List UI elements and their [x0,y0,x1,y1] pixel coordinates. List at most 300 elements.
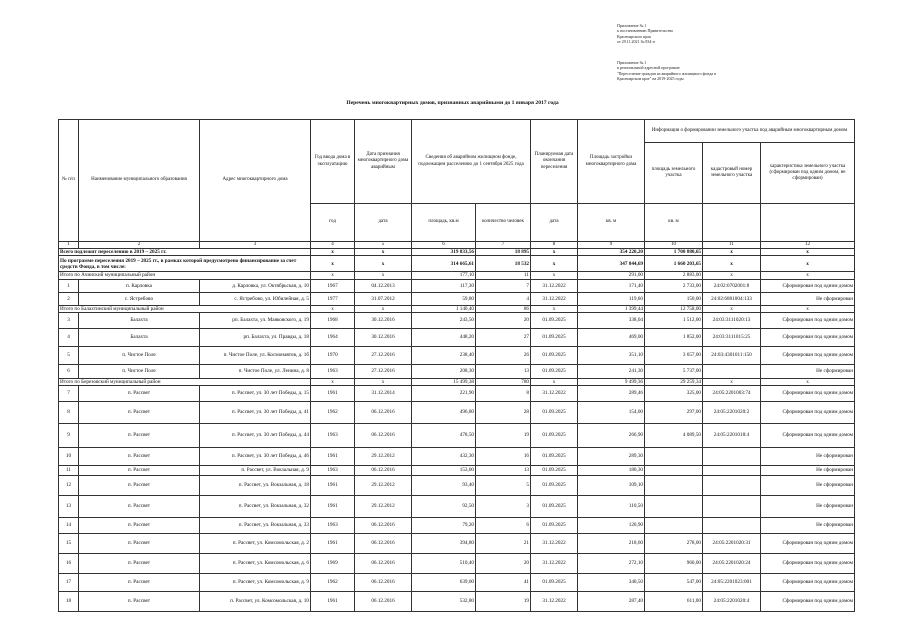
district-total-value: х [703,378,761,385]
annex-line: Красноярском крае" на 2019-2025 годы [617,76,684,82]
table-cell: п. Рассвет, ул. Вокзальная, д. 9 [200,466,311,476]
column-number: 1 [59,242,79,249]
table-row [59,386,855,402]
table-cell: Не сформирован [761,466,855,476]
table-cell: 13 [476,364,531,378]
table-cell [703,476,761,496]
district-total-label: Итого по Березовский муниципальный район [59,378,311,385]
table-cell: 1961 [311,386,355,402]
column-number: 9 [578,242,645,249]
header-num: № п/п [59,120,79,242]
column-number: 5 [355,242,412,249]
district-total-value: х [761,272,855,279]
table-row [59,574,855,592]
total-label: Всего подлежит переселению в 2019 – 2025 гг. [59,249,311,256]
total-value: х [703,249,761,256]
table-cell: 338,04 [578,312,645,328]
district-total-value: 11 [476,272,531,279]
table-cell: с. Ястребово, ул. Юбилейная, д. 5 [200,292,311,305]
total-value: х [355,256,412,272]
table-row [59,364,855,378]
table-cell: 8 [59,402,79,424]
table-cell: 11 [59,466,79,476]
table-cell: 496,80 [412,402,476,424]
subheader-cell: кв. м [645,204,703,242]
table-cell: 287,40 [578,592,645,612]
table-cell: 1962 [311,402,355,424]
subheader-cell [703,204,761,242]
table-cell: 26 [476,346,531,364]
annex-line: от 29.11.2021 № 834-п [617,39,655,45]
table-cell: Сформирован под одним домом [761,534,855,554]
table-row [59,402,855,424]
total-value: х [531,249,578,256]
table-cell: 06.12.2016 [355,402,412,424]
total-value: х [761,249,855,256]
table-cell: 5 [59,346,79,364]
table-cell: д. Карловка, ул. Октябрьская, д. 10 [200,279,311,292]
table-cell: 394,80 [412,534,476,554]
table-cell: Не сформирован [761,518,855,534]
table-cell: 24:03:3111020:13 [703,312,761,328]
subheader-cell: год [311,204,355,242]
table-cell: 29.12.2012 [355,476,412,496]
table-cell: 14 [59,518,79,534]
table-cell: 119,60 [578,292,645,305]
table-cell: с. Ястребово [79,292,200,305]
table-cell: 289,30 [578,448,645,466]
annex-note-government-decree [617,23,673,45]
table-cell [703,364,761,378]
table-cell: 243,50 [412,312,476,328]
subheader-cell: дата [531,204,578,242]
column-number: 8 [531,242,578,249]
table-cell: 31.12.2022 [531,279,578,292]
district-total-row [59,272,855,279]
table-cell: 01.09.2025 [531,328,578,346]
annex-line: Красноярского края [617,33,651,39]
table-cell: п. Рассвет [79,476,200,496]
table-cell: 1 512,00 [645,312,703,328]
table-cell: 20 [476,312,531,328]
table-cell: 5 737,00 [645,364,703,378]
header-land-info: Информация о формировании земельного участка под аварийным многоквартирным домом [645,120,855,143]
subheader-cell: кв. м [578,204,645,242]
annex-line: Приложение № 1 [617,60,647,65]
table-cell: п. Рассвет [79,554,200,574]
table-cell: 13 [476,466,531,476]
table-cell: 01.09.2025 [531,364,578,378]
table-cell: 01.09.2025 [531,402,578,424]
total-value: 347 844,69 [578,256,645,272]
table-cell: 110,50 [578,496,645,518]
table-cell: п. Рассвет [79,402,200,424]
table-cell: 31.12.2022 [531,554,578,574]
table-cell: 241,30 [578,364,645,378]
table-cell: Сформирован под одним домом [761,402,855,424]
table-header [59,120,855,242]
table-cell: 16 [59,554,79,574]
table-cell: 21 [476,534,531,554]
table-cell: 221,90 [412,386,476,402]
table-cell: 1961 [311,496,355,518]
table-cell: 24:05:2201020:24 [703,554,761,574]
table-cell: 532,80 [412,592,476,612]
table-cell: 24:03:4301011:150 [703,346,761,364]
table-cell: п. Рассвет, ул. Вокзальная, д. 33 [200,518,311,534]
table-cell: 06.12.2016 [355,574,412,592]
table-cell: 79,20 [412,518,476,534]
table-cell: 510,40 [412,554,476,574]
table-cell: 27.12.2016 [355,346,412,364]
table-cell: 24:02:6801004:133 [703,292,761,305]
table-cell: 01.09.2025 [531,476,578,496]
table-cell: 297,00 [645,402,703,424]
table-cell: Сформирован под одним домом [761,592,855,612]
district-total-value: 12 758,00 [645,305,703,312]
table-cell: 1969 [311,554,355,574]
district-total-value: 780 [476,378,531,385]
table-cell: п. Рассвет [79,448,200,466]
table-cell: 1963 [311,364,355,378]
table-cell: п. Рассвет, ул. Комсомольская, д. 6 [200,554,311,574]
table-cell: 4 [476,292,531,305]
table-cell: п. Рассвет [79,466,200,476]
table-cell: Сформирован под одним домом [761,312,855,328]
table-row [59,476,855,496]
total-value: 1 700 880,65 [645,249,703,256]
table-cell: 289,46 [578,386,645,402]
table-row [59,448,855,466]
table-cell: 29.12.2012 [355,448,412,466]
table-cell: 59,80 [412,292,476,305]
table-cell: 1961 [311,476,355,496]
table-cell: 06.12.2016 [355,518,412,534]
header-building-area: Площадь застройки многоквартирного дома [578,120,645,204]
subheader-cell: количество человек [476,204,531,242]
table-cell [645,476,703,496]
table-cell: п. Чистое Поле [79,364,200,378]
annex-line: к постановлению Правительства [617,28,673,34]
table-cell: 31.12.2022 [531,592,578,612]
table-cell: 01.09.2025 [531,424,578,448]
table-cell: 150,00 [645,292,703,305]
table-cell: 180,30 [578,466,645,476]
district-total-value: х [311,305,355,312]
header-cadastral: кадастровый номер земельного участка [703,143,761,204]
table-row [59,554,855,574]
district-total-value: х [531,272,578,279]
table-cell: п. Рассвет, ул. 30 лет Победы, д. 46 [200,448,311,466]
table-cell: 31.12.2022 [531,292,578,305]
table-cell: 960,00 [645,554,703,574]
district-total-value: х [311,272,355,279]
table-cell: п. Рассвет, ул. 30 лет Победы, д. 15 [200,386,311,402]
annex-line: "Переселение граждан из аварийного жилищного фонда в [617,70,717,76]
table-cell: п. Рассвет, ул. Вокзальная, д. 18 [200,476,311,496]
table-cell: 31.12.2022 [531,534,578,554]
table-cell: Не сформирован [761,476,855,496]
table-cell: 41 [476,574,531,592]
table-cell: Не сформирован [761,448,855,466]
table-cell: 06.12.2016 [355,592,412,612]
table-cell: 547,00 [645,574,703,592]
column-number: 7 [476,242,531,249]
table-cell [703,448,761,466]
column-number: 4 [311,242,355,249]
table-cell [645,466,703,476]
table-cell: 325,00 [645,386,703,402]
table-cell: 31.12.2022 [531,386,578,402]
table-cell: 478,50 [412,424,476,448]
subheader-cell [761,204,855,242]
column-number: 2 [79,242,200,249]
table-cell [645,518,703,534]
table-cell: 06.12.2016 [355,534,412,554]
header-fund: Сведения об аварийном жилищном фонде, подлежащем расселению до 1 сентября 2025 года [412,120,531,204]
table-cell: 01.09.2025 [531,346,578,364]
table-cell: 238,40 [412,346,476,364]
table-cell [703,518,761,534]
column-number: 12 [761,242,855,249]
table-cell: 18 [59,592,79,612]
table-cell: 4 [59,328,79,346]
table-cell: 117,30 [412,279,476,292]
total-value: 314 665,61 [412,256,476,272]
table-cell: 6 [59,364,79,378]
table-cell: п. Чистое Поле, ул. Ленина, д. 8 [200,364,311,378]
table-cell: 9 [59,424,79,448]
district-total-value: х [355,378,412,385]
table-cell: 28 [476,402,531,424]
annex-line: к региональной адресной программе [617,65,680,71]
table-cell: рп. Балахта, ул. Правды, д. 18 [200,328,311,346]
table-row [59,592,855,612]
table-cell: 06.12.2016 [355,466,412,476]
table-cell: 92,50 [412,496,476,518]
table-cell: 24:05:2201020:4 [703,592,761,612]
table-cell: 6 [476,518,531,534]
table-cell: 154,00 [578,402,645,424]
district-total-value: х [531,305,578,312]
table-cell [703,466,761,476]
document-title: Перечень многоквартирных домов, признанных аварийными до 1 января 2017 года [346,100,559,106]
table-cell: 1963 [311,518,355,534]
column-number-row [59,242,855,249]
table-cell: п. Карловка [79,279,200,292]
table-cell: 10 [59,448,79,466]
district-total-value: 291,00 [578,272,645,279]
table-cell: 20 [476,554,531,574]
table-cell: 208,30 [412,364,476,378]
table-cell: 24:05:2201023:001 [703,574,761,592]
table-cell: 278,00 [645,534,703,554]
table-cell: Балахта [79,312,200,328]
table-cell: п. Рассвет, ул. 30 лет Победы, д. 44 [200,424,311,448]
district-total-value: х [761,378,855,385]
table-cell: п. Рассвет [79,424,200,448]
total-value: х [311,249,355,256]
table-cell: 24:05:2201020:31 [703,534,761,554]
table-cell: 1968 [311,312,355,328]
table-cell [645,448,703,466]
table-cell: 448,20 [412,328,476,346]
table-cell: 272,10 [578,554,645,574]
table-cell: 30.12.2016 [355,328,412,346]
table-cell: 351,10 [578,346,645,364]
table-cell: 171,40 [578,279,645,292]
district-total-value: 177,10 [412,272,476,279]
table-cell: 4 089,50 [645,424,703,448]
subheader-cell: дата [355,204,412,242]
header-characteristic: характеристика земельного участка (сформирован под одним домом, не сформирован) [761,143,855,204]
table-cell: Не сформирован [761,496,855,518]
table-cell: 06.12.2016 [355,424,412,448]
table-cell: 3 657,00 [645,346,703,364]
table-cell: п. Рассвет [79,534,200,554]
table-row [59,346,855,364]
table-cell: рп. Балахта, ул. Маяковского, д. 19 [200,312,311,328]
table-cell: Сформирован под одним домом [761,554,855,574]
total-value: х [703,256,761,272]
total-value: х [355,249,412,256]
table-cell: 1963 [311,466,355,476]
table-cell: 340,50 [578,574,645,592]
table-cell: 30.12.2016 [355,312,412,328]
table-cell: 24:05:2201018:4 [703,424,761,448]
table-cell: 13 [59,496,79,518]
table-body [59,242,855,612]
table-cell: п. Рассвет, ул. Комсомольская, д. 9 [200,574,311,592]
table-row [59,424,855,448]
table-cell: п. Рассвет [79,496,200,518]
annex-note-regional-program [617,60,716,82]
table-cell: п. Рассвет, ул. 30 лет Победы, д. 41 [200,402,311,424]
district-total-value: 29 259,34 [645,378,703,385]
table-cell: 1964 [311,328,355,346]
district-total-value: 1 140,40 [412,305,476,312]
table-cell: Сформирован под одним домом [761,279,855,292]
table-cell: 218,60 [578,534,645,554]
table-cell: 15 [59,534,79,554]
table-cell: 2 [59,292,79,305]
table-cell: п. Рассвет, ул. Комсомольская, д. 10 [200,592,311,612]
total-value: 319 833,56 [412,249,476,256]
table-row [59,534,855,554]
table-cell: 1970 [311,346,355,364]
district-total-value: х [355,272,412,279]
total-value: 354 220,20 [578,249,645,256]
table-cell: 16 [476,448,531,466]
column-number: 11 [703,242,761,249]
table-cell: 93,40 [412,476,476,496]
table-cell: 12 [59,476,79,496]
table-cell: 29.12.2012 [355,496,412,518]
table-cell: Сформирован под одним домом [761,346,855,364]
total-value: х [531,256,578,272]
column-number: 6 [412,242,476,249]
table-cell: 120,90 [578,518,645,534]
table-cell: 611,00 [645,592,703,612]
district-total-value: 2 883,00 [645,272,703,279]
table-cell: 27.12.2016 [355,364,412,378]
table-cell: 01.09.2025 [531,496,578,518]
table-cell: 1961 [311,592,355,612]
district-total-value: 15 499,38 [412,378,476,385]
table-cell: 24:03:3111015:25 [703,328,761,346]
table-cell: 19 [476,424,531,448]
district-total-value: х [703,272,761,279]
district-total-value: х [355,305,412,312]
table-cell: 01.09.2025 [531,448,578,466]
table-cell [703,496,761,518]
table-cell: 01.09.2025 [531,518,578,534]
header-land-area: площадь земельного участка [645,143,703,204]
table-cell: Сформирован под одним домом [761,424,855,448]
table-cell [645,496,703,518]
table-cell: 109,10 [578,476,645,496]
table-cell: 432,30 [412,448,476,466]
grand-total-row [59,249,855,256]
table-cell: 153,00 [412,466,476,476]
subheader-cell: площадь, кв.м [412,204,476,242]
annex-line: Приложение № 1 [617,23,647,28]
header-year: Год ввода дома в эксплуатацию [311,120,355,204]
table-cell: Сформирован под одним домом [761,386,855,402]
header-emergency-date: Дата признания многоквартирного дома аварийным [355,120,412,204]
table-cell: 7 [476,279,531,292]
table-cell: 24:05:2201020:2 [703,402,761,424]
district-total-value: х [703,305,761,312]
total-label: По программе переселения 2019 – 2025 гг., в рамках которой предусмотрено финансирование за счет средств Фонда, в том числе: [59,256,311,272]
table-cell: 5 [476,476,531,496]
table-cell: 7 [59,386,79,402]
table-cell: 469,00 [578,328,645,346]
table-row [59,466,855,476]
table-cell: 1977 [311,292,355,305]
district-total-row [59,305,855,312]
header-municipality: Наименование муниципального образования [79,120,200,242]
table-cell: п. Рассвет [79,386,200,402]
total-value: х [311,256,355,272]
table-row [59,279,855,292]
table-cell: 3 [476,496,531,518]
table-cell: 8 [476,386,531,402]
table-cell: п. Рассвет, ул. Вокзальная, д. 32 [200,496,311,518]
table-cell: 1 [59,279,79,292]
header-planned-date: Планируемая дата окончания переселения [531,120,578,204]
table-row [59,496,855,518]
total-value: 18 532 [476,256,531,272]
table-cell: 2 733,00 [645,279,703,292]
table-cell: 24:02:0702001:8 [703,279,761,292]
table-cell: 1962 [311,574,355,592]
table-cell: 27 [476,328,531,346]
table-cell: 1967 [311,279,355,292]
table-cell: 1961 [311,534,355,554]
table-cell: Сформирован под одним домом [761,574,855,592]
table-cell: Не сформирован [761,364,855,378]
table-cell: 266,90 [578,424,645,448]
table-cell: п. Чистое Поле, ул. Космонавтов, д. 1б [200,346,311,364]
district-total-label: Итого по Ачинский муниципальный район [59,272,311,279]
district-total-label: Итого по Балахтинский муниципальный район [59,305,311,312]
total-value: 18 895 [476,249,531,256]
column-number: 3 [200,242,311,249]
table-cell: 01.09.2025 [531,574,578,592]
table-cell: 01.09.2025 [531,312,578,328]
table-cell: Сформирован под одним домом [761,328,855,346]
